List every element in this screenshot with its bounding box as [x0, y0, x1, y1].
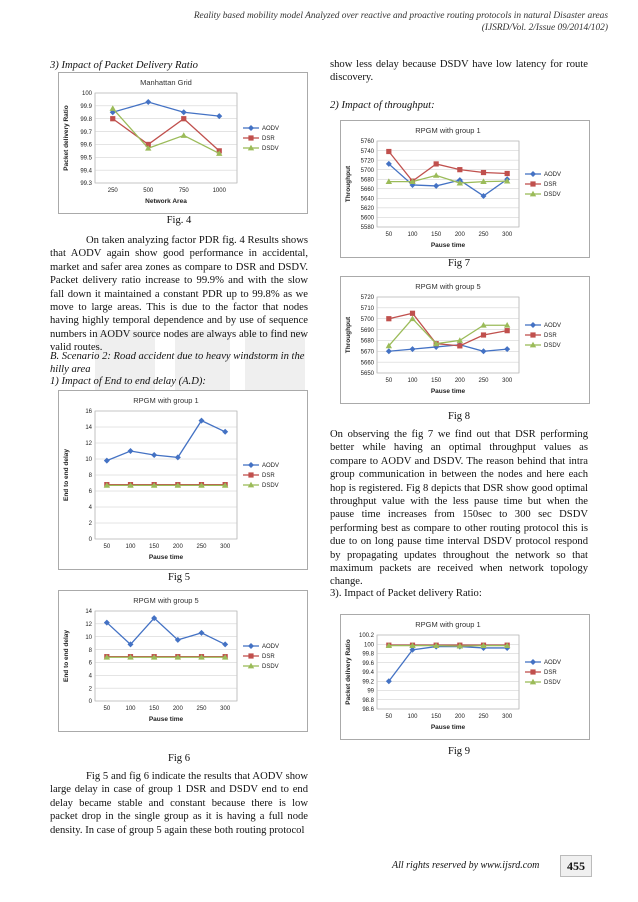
fig8-point-dsdv — [457, 337, 463, 343]
fig9-y-tick-label: 98.6 — [362, 707, 374, 714]
fig5-x-tick-label: 150 — [149, 544, 160, 550]
fig4-x-tick-label: 1000 — [212, 188, 226, 194]
fig7-chart — [340, 120, 590, 258]
fig8-point-dsr — [410, 311, 415, 316]
fig4-y-tick-label: 99.3 — [80, 181, 92, 188]
fig7-y-tick-label: 5580 — [360, 225, 374, 232]
fig6-x-tick-label: 50 — [103, 706, 111, 712]
fig7-point-dsr — [505, 171, 510, 176]
fig7-x-tick-label: 100 — [407, 232, 418, 238]
fig4-caption: Fig. 4 — [166, 215, 192, 226]
fig6-y-axis-label: End to end delay — [63, 629, 70, 683]
fig9-title: RPGM with group 1 — [415, 620, 481, 629]
fig4-y-tick-label: 99.7 — [80, 129, 92, 136]
fig6-y-tick-label: 10 — [85, 634, 92, 641]
fig5-x-tick-label: 200 — [172, 544, 183, 550]
fig8-y-tick-label: 5660 — [360, 360, 374, 367]
subheading-pdr: 3). Impact of Packet delivery Ratio: — [330, 588, 482, 599]
fig5-x-tick-label: 300 — [220, 544, 231, 550]
fig5-y-tick-label: 0 — [88, 537, 92, 544]
fig4-x-tick-label: 750 — [178, 188, 189, 194]
fig6-legend-label-aodv: AODV — [262, 644, 280, 651]
fig8-title: RPGM with group 5 — [415, 282, 481, 291]
fig9-y-tick-label: 100 — [363, 642, 374, 649]
fig5-series-aodv-line — [107, 421, 225, 461]
fig9-y-tick-label: 100.2 — [358, 633, 374, 640]
fig5-y-tick-label: 8 — [88, 473, 92, 480]
fig8-legend-label-dsdv: DSDV — [544, 343, 561, 350]
subheading-end-to-end-delay: 1) Impact of End to end delay (A.D): — [50, 376, 206, 387]
subheading-throughput: 2) Impact of throughput: — [330, 100, 435, 111]
fig4-x-tick-label: 500 — [143, 188, 154, 194]
fig8-y-tick-label: 5690 — [360, 327, 374, 334]
fig8-point-dsr — [505, 328, 510, 333]
fig6-caption: Fig 6 — [167, 753, 191, 764]
fig9-x-tick-label: 200 — [454, 714, 465, 720]
fig4-y-tick-label: 99.5 — [80, 155, 92, 162]
fig6-y-tick-label: 0 — [88, 699, 92, 706]
fig4-point-aodv — [145, 99, 151, 105]
fig5-y-axis-label: End to end delay — [63, 448, 70, 502]
fig8-point-dsr — [457, 343, 462, 348]
fig9-x-tick-label: 300 — [502, 714, 513, 720]
fig8-point-dsr — [481, 332, 486, 337]
fig7-x-tick-label: 150 — [431, 232, 442, 238]
fig9-legend-label-dsdv: DSDV — [544, 680, 561, 687]
fig7-plot-area — [377, 141, 519, 227]
fig6-series-aodv-line — [107, 618, 225, 644]
fig8-x-tick-label: 150 — [431, 378, 442, 384]
fig9-x-tick-label: 250 — [478, 714, 489, 720]
fig5-x-tick-label: 250 — [196, 544, 207, 550]
fig7-title: RPGM with group 1 — [415, 126, 481, 135]
fig9-caption: Fig 9 — [447, 746, 471, 757]
fig6-title: RPGM with group 5 — [133, 596, 199, 605]
fig7-point-dsr — [434, 161, 439, 166]
fig9-x-tick-label: 50 — [385, 714, 393, 720]
fig5-y-tick-label: 4 — [88, 505, 92, 512]
fig5-legend-label-dsr: DSR — [262, 473, 275, 480]
fig8-x-axis-label: Pause time — [430, 388, 466, 395]
fig4-legend-marker-dsr — [248, 135, 253, 140]
page-number: 455 — [560, 855, 592, 877]
fig8-x-tick-label: 100 — [407, 378, 418, 384]
fig5-y-tick-label: 6 — [88, 489, 92, 496]
fig8-y-tick-label: 5720 — [360, 295, 374, 302]
paragraph-pdr-results: On taken analyzing factor PDR fig. 4 Results shows that AODV again show good performance in accidental, market and safer area zones as compare to DSR and DSDV. Packet delivery ratio increase to 99.9% and with the slow fall down it maintained a constant PDR up to 99.8% as we move to large areas. This is due to the factor that nodes having highly temporal dependence and by use of sequence numbers in AODV source nodes are always able to find new valid routes. — [50, 235, 308, 354]
fig4-point-aodv — [216, 113, 222, 119]
fig9-y-tick-label: 99.8 — [362, 651, 374, 658]
fig4-y-tick-label: 99.6 — [80, 142, 92, 149]
fig8-x-tick-label: 250 — [478, 378, 489, 384]
fig4-point-dsr — [110, 116, 115, 121]
fig6-x-tick-label: 300 — [220, 706, 231, 712]
fig6-x-tick-label: 200 — [172, 706, 183, 712]
fig8-point-aodv — [481, 348, 487, 354]
fig8-x-tick-label: 300 — [502, 378, 513, 384]
fig8-legend-label-dsr: DSR — [544, 333, 557, 340]
fig4-y-tick-label: 99.4 — [80, 168, 92, 175]
fig5-x-axis-label: Pause time — [148, 554, 184, 561]
fig7-y-tick-label: 5640 — [360, 196, 374, 203]
fig7-y-axis-label: Throughput — [345, 165, 352, 203]
fig4-point-aodv — [181, 109, 187, 115]
fig5-y-tick-label: 12 — [85, 441, 92, 448]
running-header — [194, 10, 608, 34]
scenario-heading: B. Scenario 2: Road accident due to heavy windstorm in the hilly area — [50, 351, 305, 376]
fig6-y-tick-label: 14 — [85, 609, 92, 616]
fig8-series-aodv-line — [389, 345, 507, 352]
header-title: Reality based mobility model Analyzed over reactive and proactive routing protocols in natural Disaster areas — [193, 11, 608, 21]
fig6-legend-marker-aodv — [248, 643, 254, 649]
fig5-x-tick-label: 100 — [125, 544, 136, 550]
fig9-y-tick-label: 99.6 — [362, 660, 374, 667]
fig4-x-axis-label: Network Area — [145, 198, 187, 205]
fig9-series-aodv-line — [389, 647, 507, 682]
fig7-point-dsr — [481, 170, 486, 175]
fig4-legend-marker-aodv — [248, 125, 254, 131]
fig5-point-aodv — [104, 458, 110, 464]
fig8-y-tick-label: 5700 — [360, 316, 374, 323]
fig6-x-tick-label: 250 — [196, 706, 207, 712]
fig6-legend-label-dsr: DSR — [262, 654, 275, 661]
fig6-legend-marker-dsr — [248, 653, 253, 658]
fig6-x-tick-label: 100 — [125, 706, 136, 712]
fig7-series-dsr-line — [389, 152, 507, 182]
fig9-y-axis-label: Packet delivery Ratio — [345, 639, 352, 705]
fig7-y-tick-label: 5700 — [360, 167, 374, 174]
fig4-x-tick-label: 250 — [107, 188, 118, 194]
fig9-legend-marker-dsr — [530, 669, 535, 674]
fig9-x-axis-label: Pause time — [430, 724, 466, 731]
fig9-x-tick-label: 100 — [407, 714, 418, 720]
fig5-legend-label-dsdv: DSDV — [262, 483, 279, 490]
fig4-y-tick-label: 99.8 — [80, 116, 92, 123]
fig5-legend-marker-dsr — [248, 472, 253, 477]
fig7-y-tick-label: 5660 — [360, 186, 374, 193]
fig6-y-tick-label: 2 — [88, 686, 92, 693]
fig7-x-axis-label: Pause time — [430, 242, 466, 249]
fig8-y-axis-label: Throughput — [345, 316, 352, 354]
fig6-point-aodv — [199, 630, 205, 636]
fig7-legend-marker-aodv — [530, 171, 536, 177]
fig4-legend-label-aodv: AODV — [262, 126, 280, 133]
fig7-y-tick-label: 5600 — [360, 215, 374, 222]
fig6-y-tick-label: 6 — [88, 660, 92, 667]
fig7-legend-marker-dsr — [530, 181, 535, 186]
fig8-caption: Fig 8 — [447, 411, 471, 422]
fig8-point-aodv — [386, 348, 392, 354]
fig5-y-tick-label: 2 — [88, 521, 92, 528]
fig7-point-aodv — [433, 183, 439, 189]
fig9-y-tick-label: 99.2 — [362, 679, 374, 686]
fig8-point-dsr — [386, 316, 391, 321]
fig5-y-tick-label: 10 — [85, 457, 92, 464]
paragraph-throughput-results: On observing the fig 7 we find out that DSR performing better while having an optimal throughput values as compare to AODV and DSDV. The reason behind that intra group communication in between the nodes and here each hop is registered. Fig 8 depicts that DSR show good optimal throughput value with the less pause time but when the pause time increases from 150sec to 300 sec DSDV performing best as compare to other routing protocol this is due to on long pause time interval DSDV protocol respond by propagating updates throughout the network so that maximum packets are received when network topology change. — [330, 429, 588, 588]
fig8-legend-label-aodv: AODV — [544, 323, 562, 330]
fig4-chart — [58, 72, 308, 214]
fig8-y-tick-label: 5670 — [360, 349, 374, 356]
fig8-y-tick-label: 5680 — [360, 338, 374, 345]
fig7-y-tick-label: 5740 — [360, 148, 374, 155]
fig4-point-dsr — [181, 116, 186, 121]
fig9-y-tick-label: 99 — [367, 688, 374, 695]
fig5-point-aodv — [151, 452, 157, 458]
fig7-x-tick-label: 200 — [454, 232, 465, 238]
paragraph-delay-results: Fig 5 and fig 6 indicate the results that AODV show large delay in case of group 1 DSR and DSDV end to end delay became stable and constant because there is low packet drop in the single group as it is having a full node density. In case of group 5 again these both routing protocol — [50, 771, 308, 836]
fig4-point-dsdv — [181, 132, 187, 138]
fig6-y-tick-label: 8 — [88, 647, 92, 654]
fig4-y-tick-label: 99.9 — [80, 104, 92, 111]
fig7-y-tick-label: 5760 — [360, 139, 374, 146]
fig7-point-dsr — [457, 167, 462, 172]
section-heading-pdr: 3) Impact of Packet Delivery Ratio — [50, 60, 198, 71]
paragraph-continued: show less delay because DSDV have low latency for route discovery. — [330, 59, 588, 84]
fig9-legend-label-dsr: DSR — [544, 670, 557, 677]
fig8-chart — [340, 276, 590, 404]
header-issue: (IJSRD/Vol. 2/Issue 09/2014/102) — [481, 23, 608, 33]
fig7-series-aodv-line — [389, 164, 507, 196]
fig7-point-dsdv — [433, 172, 439, 178]
fig8-y-tick-label: 5710 — [360, 306, 374, 313]
fig5-legend-label-aodv: AODV — [262, 463, 280, 470]
fig8-x-tick-label: 200 — [454, 378, 465, 384]
fig5-title: RPGM with group 1 — [133, 396, 199, 405]
fig4-legend-label-dsdv: DSDV — [262, 146, 279, 153]
fig9-y-tick-label: 99.4 — [362, 670, 374, 677]
fig7-legend-label-dsdv: DSDV — [544, 192, 561, 199]
fig6-x-tick-label: 150 — [149, 706, 160, 712]
fig8-legend-marker-dsr — [530, 332, 535, 337]
fig7-y-tick-label: 5620 — [360, 206, 374, 213]
fig7-caption: Fig 7 — [447, 258, 471, 269]
fig9-y-tick-label: 98.8 — [362, 697, 374, 704]
fig4-y-tick-label: 100 — [81, 91, 92, 98]
fig9-legend-marker-aodv — [530, 659, 536, 665]
fig4-legend-label-dsr: DSR — [262, 136, 275, 143]
fig4-title: Manhattan Grid — [140, 78, 192, 87]
fig6-x-axis-label: Pause time — [148, 716, 184, 723]
fig5-y-tick-label: 16 — [85, 409, 92, 416]
fig5-x-tick-label: 50 — [103, 544, 111, 550]
fig7-x-tick-label: 250 — [478, 232, 489, 238]
fig5-legend-marker-aodv — [248, 462, 254, 468]
footer-rights: All rights reserved by www.ijsrd.com — [392, 860, 540, 871]
fig7-point-dsr — [386, 149, 391, 154]
fig8-x-tick-label: 50 — [385, 378, 393, 384]
fig8-legend-marker-aodv — [530, 322, 536, 328]
fig9-x-tick-label: 150 — [431, 714, 442, 720]
fig9-legend-label-aodv: AODV — [544, 660, 562, 667]
fig7-x-tick-label: 300 — [502, 232, 513, 238]
fig9-chart — [340, 614, 590, 740]
fig5-point-aodv — [128, 448, 134, 454]
fig6-point-aodv — [222, 641, 228, 647]
fig5-y-tick-label: 14 — [85, 425, 92, 432]
fig8-y-tick-label: 5650 — [360, 371, 374, 378]
fig6-y-tick-label: 4 — [88, 673, 92, 680]
fig5-caption: Fig 5 — [167, 572, 191, 583]
fig8-series-dsdv-line — [389, 319, 507, 346]
fig7-legend-label-dsr: DSR — [544, 182, 557, 189]
fig7-y-tick-label: 5680 — [360, 177, 374, 184]
fig6-legend-label-dsdv: DSDV — [262, 664, 279, 671]
fig6-chart — [58, 590, 308, 732]
fig4-series-aodv-line — [113, 102, 220, 116]
fig7-y-tick-label: 5720 — [360, 158, 374, 165]
fig7-x-tick-label: 50 — [385, 232, 393, 238]
fig5-chart — [58, 390, 308, 570]
fig5-point-aodv — [222, 429, 228, 435]
fig7-legend-label-aodv: AODV — [544, 172, 562, 179]
fig6-y-tick-label: 12 — [85, 622, 92, 629]
fig4-y-axis-label: Packet delivery Ratio — [63, 105, 70, 171]
